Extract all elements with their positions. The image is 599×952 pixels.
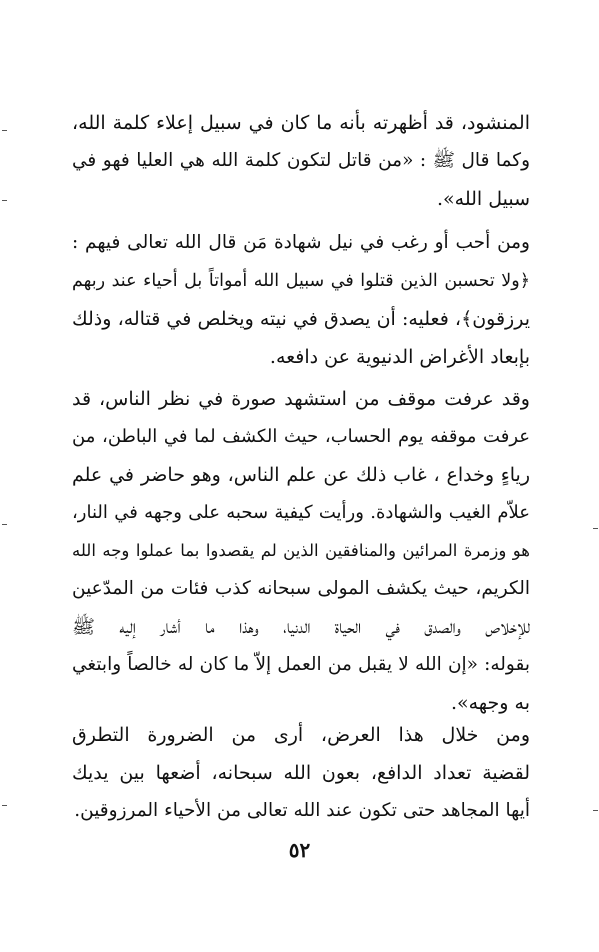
text-line: هو وزمرة المرائين والمنافقين الذين لم يقصدوا بما عملوا وجه الله	[72, 541, 530, 560]
scan-margin-mark	[593, 528, 598, 529]
text-line: يرزقون﴾، فعليه: أن يصدق في نيته ويخلص في قتاله، وذلك	[72, 308, 530, 330]
text-line: ومن خلال هذا العرض، أرى من الضرورة التطرق	[72, 724, 530, 746]
text-line: رياءٍ وخداع ، غاب ذلك عن علم الناس، وهو حاضر في علم	[72, 464, 530, 486]
text-line: بإبعاد الأغراض الدنيوية عن دافعه.	[269, 346, 530, 368]
paragraph-3	[72, 380, 530, 722]
scan-margin-mark	[2, 524, 7, 525]
text-line: لقضية تعداد الدافع، بعون الله سبحانه، أضعها بين يديك	[72, 762, 530, 784]
text-line: للإخلاص والصدق في الحياة الدنيا، وهذا ما أشار إليه ﷺ	[72, 616, 530, 638]
text-line: بقوله: «إن الله لا يقبل من العمل إلاّ ما كان له خالصاً وابتغي	[72, 654, 530, 675]
text-line: ومن أحب أو رغب في نيل شهادة مَن قال الله تعالى فيهم :	[72, 232, 530, 253]
scan-margin-mark	[2, 200, 7, 201]
paragraph-1	[72, 104, 530, 218]
text-line: عرفت موقفه يوم الحساب، حيث الكشف لما في الباطن، من	[72, 426, 530, 447]
text-line: به وجهه».	[450, 692, 530, 714]
page-number: ٥٢	[288, 838, 311, 862]
text-line: أيها المجاهد حتى تكون عند الله تعالى من الأحياء المرزوقين.	[74, 800, 530, 821]
text-line: الكريم، حيث يكشف المولى سبحانه كذب فئات من المدّعين	[72, 578, 530, 599]
text-line: وقد عرفت موقف من استشهد صورة في نظر الناس، قد	[72, 388, 530, 410]
text-line: علاّم الغيب والشهادة. ورأيت كيفية سحبه على وجهه في النار،	[72, 502, 530, 523]
scan-margin-mark	[2, 805, 7, 806]
paragraph-2	[72, 224, 530, 376]
text-line: وكما قال ﷺ : «من قاتل لتكون كلمة الله هي العليا فهو في	[72, 150, 530, 171]
text-line: المنشود، قد أظهرته بأنه ما كان في سبيل إعلاء كلمة الله،	[72, 112, 530, 134]
scan-margin-mark	[2, 130, 7, 131]
scan-margin-mark	[593, 810, 598, 811]
paragraph-4	[72, 716, 530, 830]
text-line: سبيل الله».	[436, 188, 530, 210]
text-line: ﴿ولا تحسبن الذين قتلوا في سبيل الله أمواتاً بل أحياء عند ربهم	[72, 271, 530, 291]
